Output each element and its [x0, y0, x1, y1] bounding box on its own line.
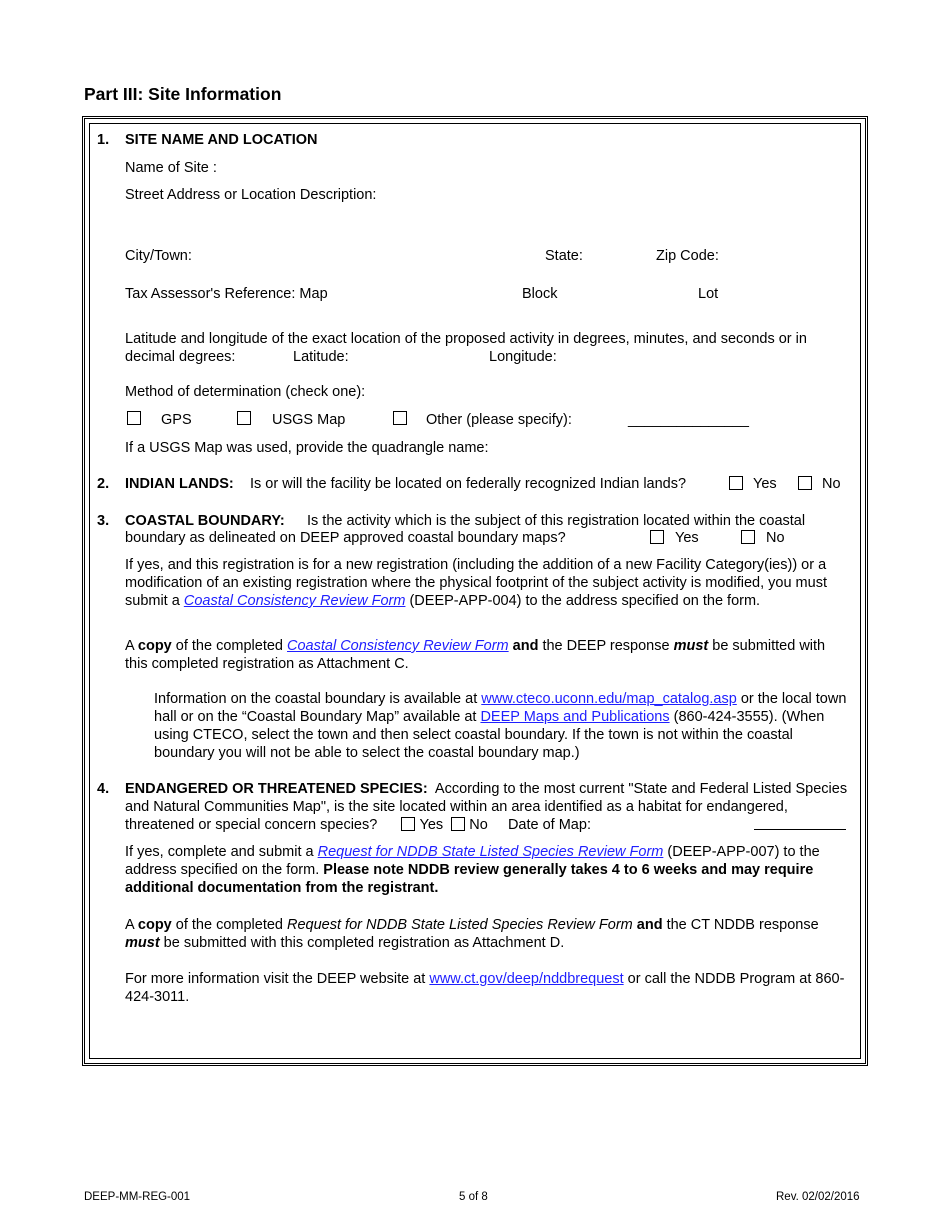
section-1-number: 1. — [97, 132, 110, 148]
coastal-paragraph-3 — [154, 690, 849, 762]
other-specify-blank[interactable]: _______________ — [628, 412, 749, 428]
latlong-description-line2: decimal degrees: — [125, 349, 236, 365]
indian-lands-question: Is or will the facility be located on federally recognized Indian lands? — [250, 476, 687, 492]
species-p2-and: and — [636, 917, 663, 933]
coastal-p2-text-c: the DEEP response — [538, 638, 674, 654]
species-yes-label: Yes — [419, 817, 444, 833]
section-2-number: 2. — [97, 476, 110, 492]
cteco-map-catalog-link[interactable]: www.cteco.uconn.edu/map_catalog.asp — [481, 691, 737, 707]
coastal-paragraph-2 — [125, 637, 849, 673]
lot-label: Lot — [698, 286, 719, 302]
species-p2-must: must — [125, 935, 160, 951]
coastal-p2-text-d: be submitted with this completed registration as Attachment C. — [125, 638, 826, 672]
footer-revision: Rev. 02/02/2016 — [776, 1191, 860, 1203]
section-4-heading: ENDANGERED OR THREATENED SPECIES: — [125, 781, 428, 797]
species-p3-text-b: or call the NDDB Program at 860-424-3011. — [125, 971, 845, 1005]
other-specify-label: Other (please specify): — [426, 412, 572, 428]
quadrangle-name-label: If a USGS Map was used, provide the quadrangle name: — [125, 440, 489, 456]
indian-lands-yes-checkbox[interactable] — [729, 476, 743, 490]
latlong-description-line1: Latitude and longitude of the exact location of the proposed activity in degrees, minutes, and seconds or in — [125, 331, 807, 347]
species-question-text: According to the most current "State and Federal Listed Species and Natural Communities Map", is the site located within an area identified as a habitat for endangered, threatened or special concern species? — [125, 781, 848, 833]
species-question — [125, 780, 851, 834]
species-paragraph-2 — [125, 916, 849, 952]
section-3-number: 3. — [97, 513, 110, 529]
species-paragraph-1 — [125, 843, 849, 897]
coastal-p2-and: and — [512, 638, 539, 654]
coastal-p2-text-b: of the completed — [171, 638, 288, 654]
method-of-determination-label: Method of determination (check one): — [125, 384, 366, 400]
section-2-heading: INDIAN LANDS: — [125, 476, 234, 492]
coastal-p2-copy: copy — [137, 638, 172, 654]
coastal-question-line1: Is the activity which is the subject of this registration located within the coastal — [307, 513, 806, 529]
latitude-label: Latitude: — [293, 349, 349, 365]
longitude-label: Longitude: — [489, 349, 557, 365]
usgs-map-checkbox[interactable] — [237, 411, 251, 425]
date-of-map-label: Date of Map: — [507, 817, 591, 833]
nddb-review-form-link[interactable]: Request for NDDB State Listed Species Review Form — [317, 844, 664, 860]
nddb-request-link[interactable]: www.ct.gov/deep/nddbrequest — [429, 971, 624, 987]
tax-assessor-map-label: Tax Assessor's Reference: Map — [125, 286, 328, 302]
indian-lands-no-label: No — [822, 476, 841, 492]
indian-lands-yes-label: Yes — [753, 476, 777, 492]
species-p2-text-a: A — [125, 917, 138, 933]
block-label: Block — [522, 286, 558, 302]
date-of-map-field[interactable] — [754, 829, 846, 830]
coastal-p2-must: must — [673, 638, 709, 654]
zip-code-label: Zip Code: — [656, 248, 719, 264]
species-p2-text-d: be submitted with this completed registration as Attachment D. — [159, 935, 565, 951]
species-p2-form-name: Request for NDDB State Listed Species Review Form — [287, 917, 633, 933]
species-yes-checkbox[interactable] — [401, 817, 415, 831]
footer-page-number: 5 of 8 — [459, 1191, 488, 1203]
coastal-no-label: No — [766, 530, 785, 546]
deep-maps-publications-link[interactable]: DEEP Maps and Publications — [480, 709, 670, 725]
section-4-number: 4. — [97, 781, 110, 797]
species-p1-text-b: (DEEP-APP-007) to the address specified on the form. — [125, 844, 820, 878]
species-p2-text-b: of the completed — [171, 917, 288, 933]
coastal-p3-text-a: Information on the coastal boundary is available at — [154, 691, 482, 707]
footer-form-id: DEEP-MM-REG-001 — [84, 1191, 191, 1203]
coastal-yes-checkbox[interactable] — [650, 530, 664, 544]
gps-checkbox[interactable] — [127, 411, 141, 425]
coastal-paragraph-1 — [125, 556, 849, 610]
coastal-yes-label: Yes — [675, 530, 699, 546]
city-town-label: City/Town: — [125, 248, 192, 264]
state-label: State: — [545, 248, 583, 264]
usgs-map-label: USGS Map — [272, 412, 346, 428]
part-title: Part III: Site Information — [84, 84, 282, 104]
species-p2-text-c: the CT NDDB response — [662, 917, 819, 933]
coastal-p2-text-a: A — [125, 638, 138, 654]
coastal-p1-text-b: (DEEP-APP-004) to the address specified on the form. — [405, 593, 761, 609]
coastal-question-line2: boundary as delineated on DEEP approved coastal boundary maps? — [125, 530, 566, 546]
coastal-no-checkbox[interactable] — [741, 530, 755, 544]
species-p2-copy: copy — [137, 917, 172, 933]
indian-lands-no-checkbox[interactable] — [798, 476, 812, 490]
coastal-p3-text-c: (860-424-3555). (When using CTECO, select the town and then select coastal boundary. If the town is not within the coastal boundary you will not be able to select the coastal boundary map.) — [154, 709, 825, 761]
species-paragraph-3 — [125, 970, 849, 1006]
coastal-consistency-review-form-link[interactable]: Coastal Consistency Review Form — [183, 593, 406, 609]
other-checkbox[interactable] — [393, 411, 407, 425]
coastal-p1-text-a: If yes, and this registration is for a new registration (including the addition of a new Facility Category(ies)) or a modification of an existing registration where the physical footprint of the subject activity is modified, you must submit a — [125, 557, 827, 609]
street-address-label: Street Address or Location Description: — [125, 187, 377, 203]
coastal-p3-text-b: or the local town hall or on the “Coastal Boundary Map” available at — [154, 691, 847, 725]
species-p1-bold-note: Please note NDDB review generally takes 4 to 6 weeks and may require additional documentation from the registrant. — [125, 862, 814, 896]
section-1-heading: SITE NAME AND LOCATION — [125, 132, 318, 148]
name-of-site-label: Name of Site : — [125, 160, 217, 176]
species-no-label: No — [469, 817, 488, 833]
species-no-checkbox[interactable] — [451, 817, 465, 831]
species-p1-text-a: If yes, complete and submit a — [125, 844, 318, 860]
coastal-consistency-review-form-link-2[interactable]: Coastal Consistency Review Form — [287, 638, 509, 654]
species-p3-text-a: For more information visit the DEEP website at — [125, 971, 430, 987]
gps-label: GPS — [161, 412, 192, 428]
section-3-heading: COASTAL BOUNDARY: — [125, 513, 285, 529]
